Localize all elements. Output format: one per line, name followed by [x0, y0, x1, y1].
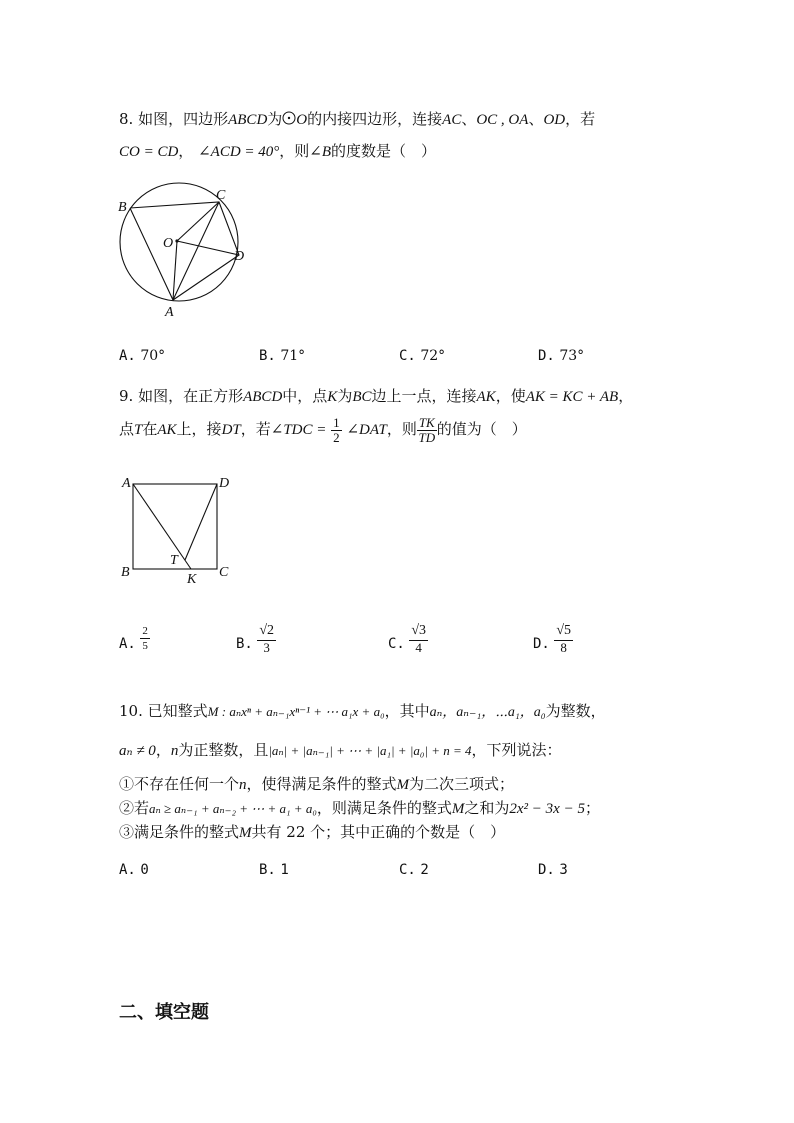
label-t: T [170, 553, 178, 568]
center-point-o [175, 239, 178, 242]
segment-ak [133, 484, 191, 569]
label-b: B [121, 565, 130, 580]
q8-circle-figure [110, 180, 260, 325]
q10-statement-2: ②若aₙ ≥ aₙ₋₁ + aₙ₋₂ + ⋯ + a₁ + a₀，则满足条件的整式M之和为2x² − 3x − 5； [119, 799, 600, 817]
fraction-tk-td: $\frac{TK}{TD}$ [418, 414, 436, 445]
segment-oc [177, 202, 219, 241]
q8-line2: CO = CD， ∠ACD = 40°，则∠B的度数是（ ） [119, 142, 437, 160]
q8-line1: 8. 如图，四边形ABCD为 O的内接四边形，连接AC、OC , OA、OD，若 [119, 110, 596, 128]
circle-dot-icon [282, 111, 296, 125]
q8-option-d[interactable]: D. 73° [538, 348, 585, 364]
q8-number: 8. [119, 110, 134, 128]
q8-text: 的内接四边形，连接 [307, 110, 443, 128]
label-o: O [163, 236, 174, 251]
label-a: A [122, 476, 131, 491]
q9-option-c[interactable]: C. $\frac{√3}{4}$ [388, 623, 426, 655]
segment-dt [185, 484, 217, 560]
label-d: D [219, 476, 230, 491]
q10-statement-3: ③满足条件的整式M共有 22 个；其中正确的个数是（ ） [119, 823, 506, 841]
label-d: D [234, 249, 245, 264]
circle-o-symbol: O [282, 112, 307, 128]
q10-option-d[interactable]: D. 3 [538, 862, 568, 878]
q8-text: 如图，四边形 [138, 110, 229, 128]
q9-option-b[interactable]: B. $\frac{√2}{3}$ [236, 623, 274, 655]
q9-number: 9. [119, 387, 134, 405]
segment-oa [173, 241, 177, 300]
q10-option-b[interactable]: B. 1 [259, 862, 289, 878]
label-b: B [118, 200, 127, 215]
q8-option-b[interactable]: B. 71° [259, 348, 306, 364]
q10-line2: aₙ ≠ 0，n为正整数，且|aₙ| + |aₙ₋₁| + ⋯ + |a₁| + |a₀| + n = 4，下列说法： [119, 741, 562, 759]
section-heading-fill-in: 二、填空题 [119, 1002, 209, 1023]
label-a: A [165, 305, 174, 320]
q10-number: 10. [119, 702, 143, 720]
segment-od [177, 241, 239, 255]
segment-ac [173, 202, 219, 300]
q10-option-c[interactable]: C. 2 [399, 862, 429, 878]
q9-line1: 9. 如图，在正方形ABCD中，点K为BC边上一点，连接AK，使AK = KC + AB， [119, 387, 634, 405]
q9-option-a[interactable]: A. $\frac{2}{5}$ [119, 625, 148, 652]
q8-text: 为 [267, 110, 283, 128]
q8-option-a[interactable]: A. 70° [119, 348, 166, 364]
q10-statement-1: ①不存在任何一个n，使得满足条件的整式M为二次三项式； [119, 775, 515, 793]
q10-option-a[interactable]: A. 0 [119, 862, 149, 878]
label-k: K [187, 572, 197, 587]
q9-line2: 点T在AK上，接DT，若∠TDC = $\frac{1}{2}$ ∠DAT，则 $\frac{TK}{TD}$ 的值为（ ） [119, 414, 527, 445]
fraction-one-half: $\frac{1}{2}$ [333, 414, 340, 445]
q10-line1: 10. 已知整式M : aₙxⁿ + aₙ₋₁xⁿ⁻¹ + ⋯ a₁x + a₀，其中aₙ，aₙ₋₁，⋯a₁，a₀为整数， [119, 702, 606, 720]
label-c: C [216, 188, 226, 203]
q8-quad-name: ABCD [228, 112, 268, 128]
q9-option-d[interactable]: D. $\frac{√5}{8}$ [533, 623, 571, 655]
label-c: C [219, 565, 229, 580]
q9-square-figure [115, 472, 240, 587]
q8-option-c[interactable]: C. 72° [399, 348, 446, 364]
